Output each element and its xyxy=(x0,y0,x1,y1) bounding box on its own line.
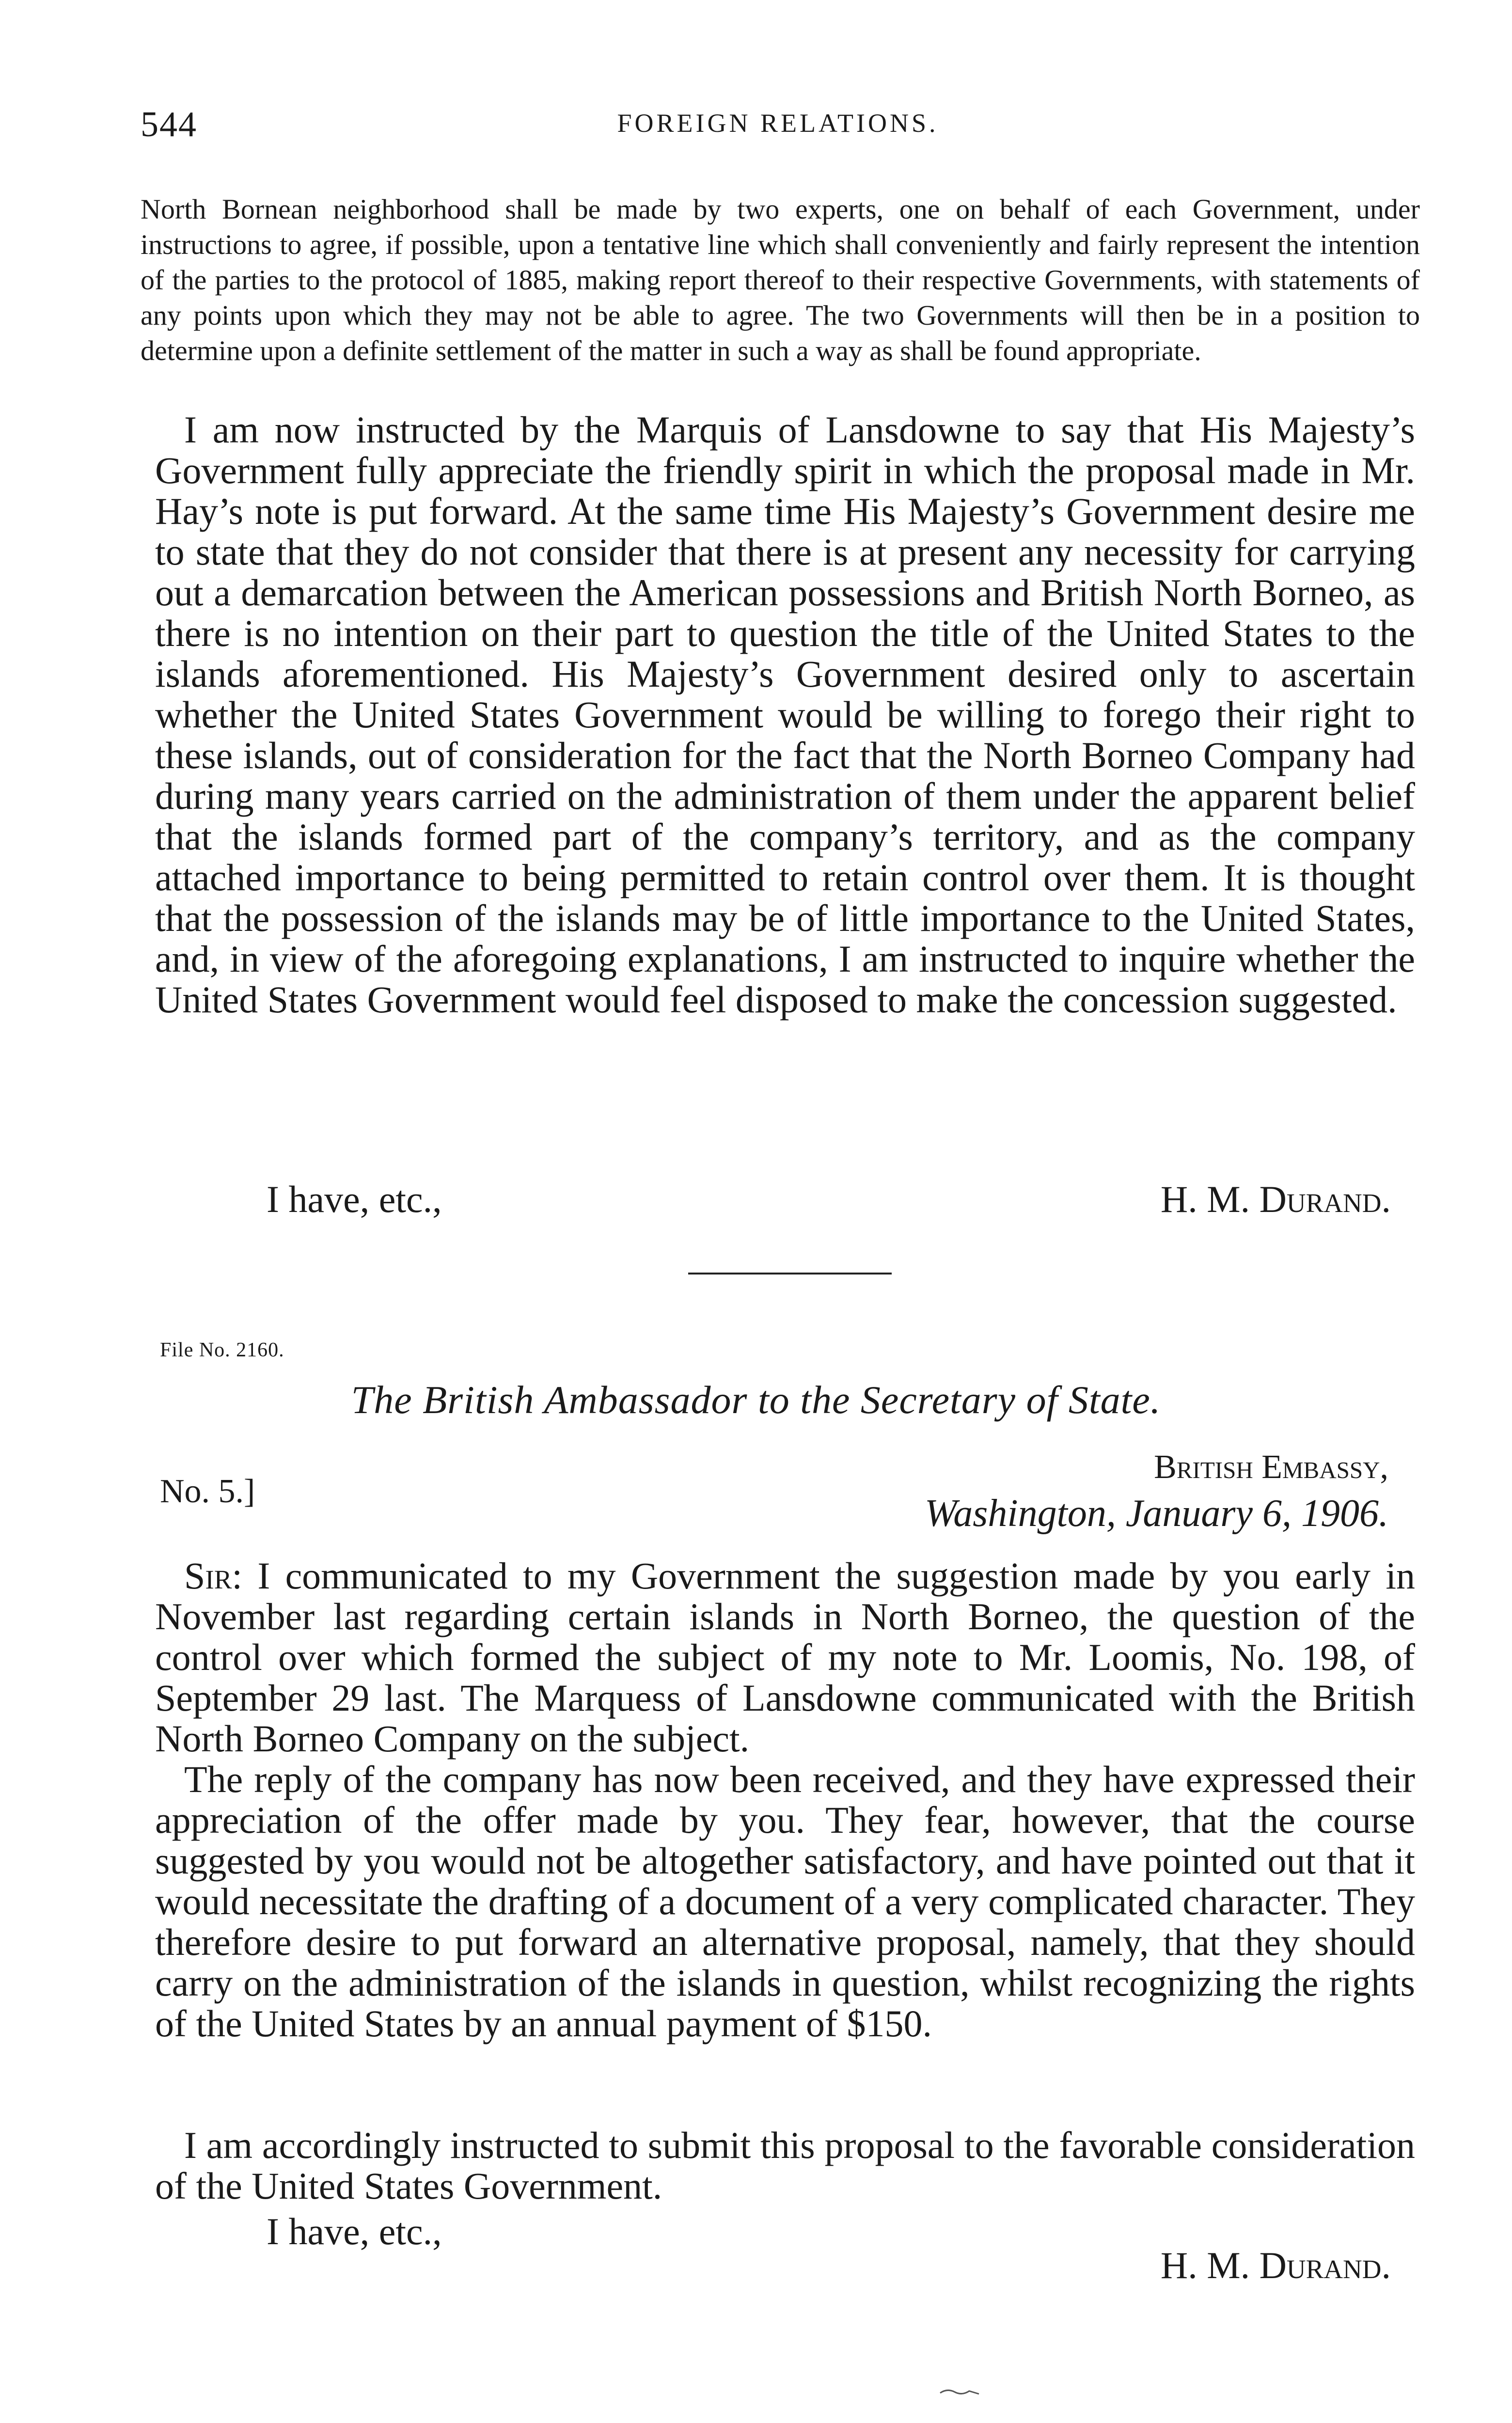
letter1-continuation: North Bornean neighborhood shall be made by two experts, one on behalf of each Government, under instructions to agree, if possible, upon a tentative line which shall conveniently and fairly represent the intention of the parties to the protocol of 1885, making report thereof to their respective Governments, with statements of any points upon which they may not be able to agree. The two Governments will then be in a position to determine upon a definite settlement of the matter in such a way as shall be found appropriate. xyxy=(141,193,1420,366)
salutation: Sir: xyxy=(184,1555,243,1597)
letter2-paragraph-2: The reply of the company has now been received, and they have expressed their appreciation of the offer made by you. They fear, however, that the course suggested by you would not be altogether satisfactory, and have pointed out that it would necessitate the drafting of a document of a very complicated character. They therefore desire to put forward an alternative proposal, namely, that they should carry on the administration of the islands in question, whilst recognizing the rights of the United States by an annual payment of $150. xyxy=(155,1758,1415,2045)
page-number: 544 xyxy=(141,105,197,144)
letter2-closing-row xyxy=(155,2210,1410,2286)
running-head: FOREIGN RELATIONS. xyxy=(617,109,939,138)
letter1-body: I am now instructed by the Marquis of Lansdowne to say that His Majesty’s Government fully appreciate the friendly spirit in which the proposal made in Mr. Hay’s note is put forward. At the same time His Majesty’s Government desire me to state that they do not consider that there is at present any necessity for carrying out a demarcation between the American possessions and British North Borneo, as there is no intention on their part to question the title of the United States to the islands aforementioned. His Majesty’s Government desired only to ascertain whether the United States Government would be willing to forego their right to these islands, out of consideration for the fact that the North Borneo Company had during many years carried on the administration of them under the apparent belief that the islands formed part of the company’s territory, and as the company attached importance to being permitted to retain control over them. It is thought that the possession of the islands may be of little importance to the United States, and, in view of the aforegoing explanations, I am instructed to inquire whether the United States Government would feel disposed to make the concession suggested. xyxy=(155,409,1415,1021)
letter1-closing-row xyxy=(155,1178,1410,1221)
letter2-para1-text: I communicated to my Government the suggestion made by you early in November last regarding certain islands in North Borneo, the question of the control over which formed the subject of my note to Mr. Loomis, No. 198, of September 29 last. The Marquess of Lansdowne communicated with the British North Borneo Company on the subject. xyxy=(155,1555,1416,1760)
letter1-signature: H. M. Durand. xyxy=(1160,1178,1391,1220)
printer-flourish xyxy=(938,2384,981,2399)
letter-number: No. 5.] xyxy=(160,1473,255,1510)
document-heading: The British Ambassador to the Secretary of State. xyxy=(351,1378,1161,1422)
letter1-closing: I have, etc., xyxy=(267,1178,442,1220)
page-header xyxy=(141,104,1415,148)
letter2-paragraph-3: I am accordingly instructed to submit this proposal to the favorable consideration of the United States Government. xyxy=(155,2124,1415,2207)
section-divider xyxy=(688,1273,892,1274)
place-date-line: Washington, January 6, 1906. xyxy=(924,1492,1388,1535)
letter2-paragraph-1 xyxy=(155,1556,1415,1759)
letter2-signature: H. M. Durand. xyxy=(1160,2244,1391,2286)
letter2-closing: I have, etc., xyxy=(267,2210,442,2252)
embassy-line: British Embassy, xyxy=(1154,1448,1388,1486)
file-number: File No. 2160. xyxy=(160,1339,284,1361)
